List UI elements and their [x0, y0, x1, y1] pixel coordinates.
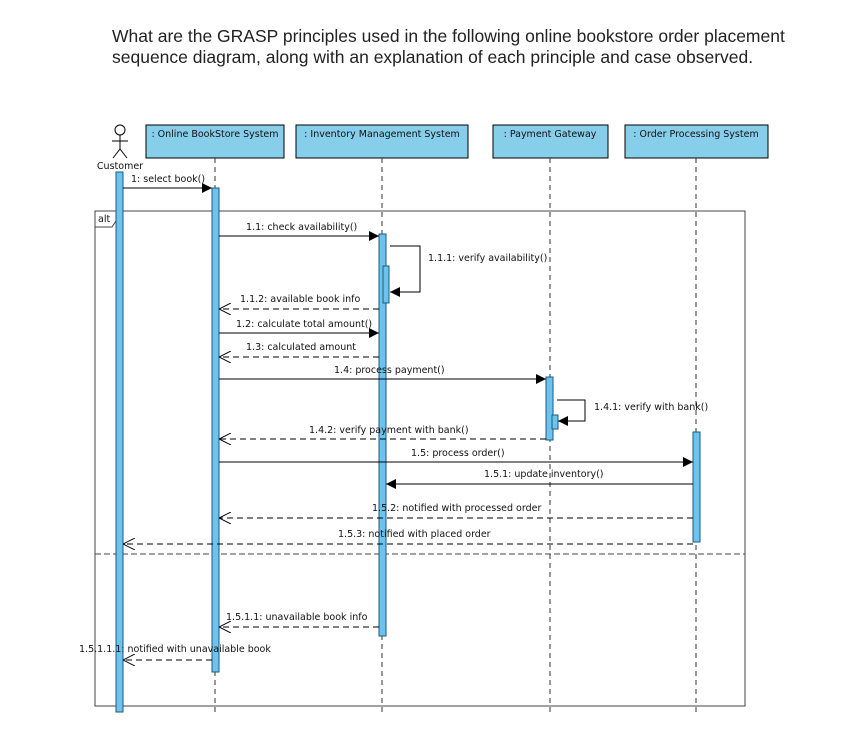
message-label-m4: 1.1.2: available book info — [240, 294, 361, 305]
message-label-m3: 1.1.1: verify availability() — [428, 253, 548, 264]
lifeline-label-system: : Online BookStore System — [151, 129, 279, 140]
message-label-m8: 1.4.1: verify with bank() — [594, 402, 709, 413]
message-label-m12: 1.5.2: notified with processed order — [372, 503, 542, 514]
activation-order — [693, 432, 700, 542]
lifeline-label-order: : Order Processing System — [633, 129, 759, 140]
message-arrow-m3 — [390, 246, 420, 292]
message-label-m15: 1.5.1.1.1: notified with unavailable book — [79, 644, 271, 655]
alt-fragment-label: alt — [98, 214, 111, 225]
customer-actor-icon — [112, 125, 128, 158]
message-label-m13: 1.5.3: notified with placed order — [338, 529, 491, 540]
message-label-m7: 1.4: process payment() — [334, 365, 445, 376]
activation-system — [212, 188, 219, 672]
message-label-m1: 1: select book() — [131, 174, 206, 185]
message-label-m5: 1.2: calculate total amount() — [236, 319, 373, 330]
message-arrow-m8 — [557, 400, 585, 421]
message-label-m10: 1.5: process order() — [411, 448, 505, 459]
customer-actor-label: Customer — [96, 161, 144, 172]
activation-customer — [116, 172, 123, 712]
message-label-m9: 1.4.2: verify payment with bank() — [309, 425, 469, 436]
message-label-m6: 1.3: calculated amount — [246, 342, 356, 353]
message-label-m2: 1.1: check availability() — [246, 222, 358, 233]
activation-payment — [546, 377, 553, 440]
activation-inventory-nested — [383, 266, 389, 303]
message-label-m11: 1.5.1: update inventory() — [484, 469, 604, 480]
message-label-m14: 1.5.1.1: unavailable book info — [226, 612, 368, 623]
activation-payment-nested — [552, 415, 558, 429]
lifeline-label-inventory: : Inventory Management System — [304, 129, 460, 140]
question-text: What are the GRASP principles used in the following online bookstore order placement sequence diagram, along with an explanation of each principle and case observed. — [112, 26, 785, 67]
lifeline-label-payment: : Payment Gateway — [503, 129, 597, 140]
